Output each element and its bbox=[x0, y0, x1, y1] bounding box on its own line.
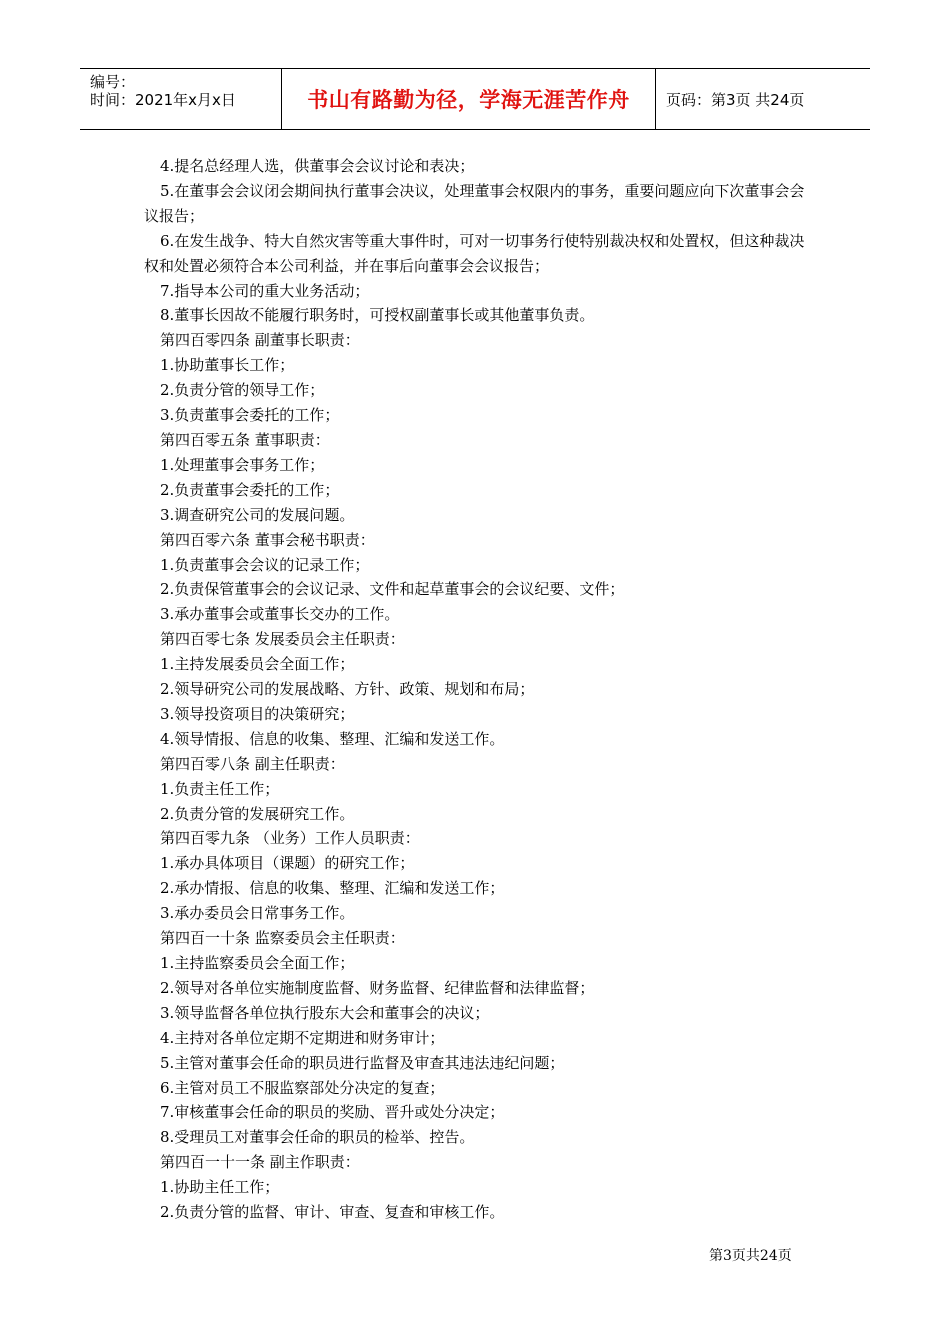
paragraph: 1.主持发展委员会全面工作； bbox=[160, 655, 355, 674]
paragraph: 第四百零四条 副董事长职责： bbox=[160, 331, 360, 350]
paragraph: 1.负责主任工作； bbox=[160, 779, 280, 798]
paragraph: 8.受理员工对董事会任命的职员的检举、控告。 bbox=[160, 1128, 475, 1147]
paragraph: 1.处理董事会事务工作； bbox=[160, 455, 325, 474]
paragraph: 7.指导本公司的重大业务活动； bbox=[160, 281, 370, 300]
header-motto-cell bbox=[282, 69, 656, 129]
paragraph: 5.在董事会会议闭会期间执行董事会决议，处理董事会权限内的事务，重要问题应向下次董事会会议报告； bbox=[144, 181, 805, 225]
paragraph: 3.领导投资项目的决策研究； bbox=[160, 704, 355, 723]
header-page-cell bbox=[656, 69, 870, 129]
paragraph: 3.承办董事会或董事长交办的工作。 bbox=[160, 605, 400, 624]
paragraph: 2.负责董事会委托的工作； bbox=[160, 480, 340, 499]
paragraph: 2.领导对各单位实施制度监督、财务监督、纪律监督和法律监督； bbox=[160, 978, 595, 997]
paragraph: 6.主管对员工不服监察部处分决定的复查； bbox=[160, 1078, 445, 1097]
document-body bbox=[144, 154, 814, 1225]
header-page-info: 页码：第3页 共24页 bbox=[666, 90, 805, 109]
paragraph: 3.负责董事会委托的工作； bbox=[160, 406, 340, 425]
paragraph: 1.协助主任工作； bbox=[160, 1178, 280, 1197]
paragraph: 4.主持对各单位定期不定期进和财务审计； bbox=[160, 1028, 445, 1047]
header-meta-cell bbox=[80, 69, 282, 129]
paragraph: 第四百零九条 （业务）工作人员职责： bbox=[160, 829, 420, 848]
paragraph: 第四百一十一条 副主作职责： bbox=[160, 1153, 360, 1172]
paragraph: 第四百零八条 副主任职责： bbox=[160, 754, 345, 773]
paragraph: 3.调查研究公司的发展问题。 bbox=[160, 505, 355, 524]
paragraph: 4.提名总经理人选，供董事会会议讨论和表决； bbox=[160, 157, 475, 175]
paragraph: 3.领导监督各单位执行股东大会和董事会的决议； bbox=[160, 1003, 490, 1022]
paragraph: 4.领导情报、信息的收集、整理、汇编和发送工作。 bbox=[160, 729, 505, 748]
paragraph: 2.承办情报、信息的收集、整理、汇编和发送工作； bbox=[160, 879, 505, 898]
paragraph: 8.董事长因故不能履行职务时，可授权副董事长或其他董事负责。 bbox=[160, 306, 595, 325]
paragraph: 2.领导研究公司的发展战略、方针、政策、规划和布局； bbox=[160, 680, 535, 699]
paragraph: 2.负责分管的监督、审计、审查、复查和审核工作。 bbox=[160, 1203, 505, 1222]
paragraph: 3.承办委员会日常事务工作。 bbox=[160, 904, 355, 923]
doc-number-label: 编号： bbox=[90, 73, 136, 91]
paragraph: 1.负责董事会会议的记录工作； bbox=[160, 555, 370, 574]
page-header bbox=[80, 68, 870, 130]
paragraph: 2.负责分管的发展研究工作。 bbox=[160, 804, 355, 823]
paragraph: 6.在发生战争、特大自然灾害等重大事件时，可对一切事务行使特别裁决权和处置权，但这种裁决权和处置必须符合本公司利益，并在事后向董事会会议报告； bbox=[144, 231, 805, 275]
paragraph: 5.主管对董事会任命的职员进行监督及审查其违法违纪问题； bbox=[160, 1053, 565, 1072]
page-footer: 第3页共24页 bbox=[709, 1248, 792, 1264]
paragraph: 1.主持监察委员会全面工作； bbox=[160, 954, 355, 972]
paragraph: 第四百零五条 董事职责： bbox=[160, 430, 330, 449]
paragraph: 1.承办具体项目（课题）的研究工作； bbox=[160, 854, 415, 873]
paragraph: 7.审核董事会任命的职员的奖励、晋升或处分决定； bbox=[160, 1103, 505, 1122]
header-motto: 书山有路勤为径，学海无涯苦作舟 bbox=[307, 88, 630, 112]
paragraph: 1.协助董事长工作； bbox=[160, 356, 295, 375]
paragraph: 第四百一十条 监察委员会主任职责： bbox=[160, 929, 405, 948]
paragraph: 2.负责分管的领导工作； bbox=[160, 381, 325, 400]
paragraph: 2.负责保管董事会的会议记录、文件和起草董事会的会议纪要、文件； bbox=[160, 580, 625, 599]
paragraph: 第四百零七条 发展委员会主任职责： bbox=[160, 630, 405, 649]
paragraph: 第四百零六条 董事会秘书职责： bbox=[160, 530, 375, 549]
doc-time-label: 时间：2021年x月x日 bbox=[90, 91, 236, 109]
